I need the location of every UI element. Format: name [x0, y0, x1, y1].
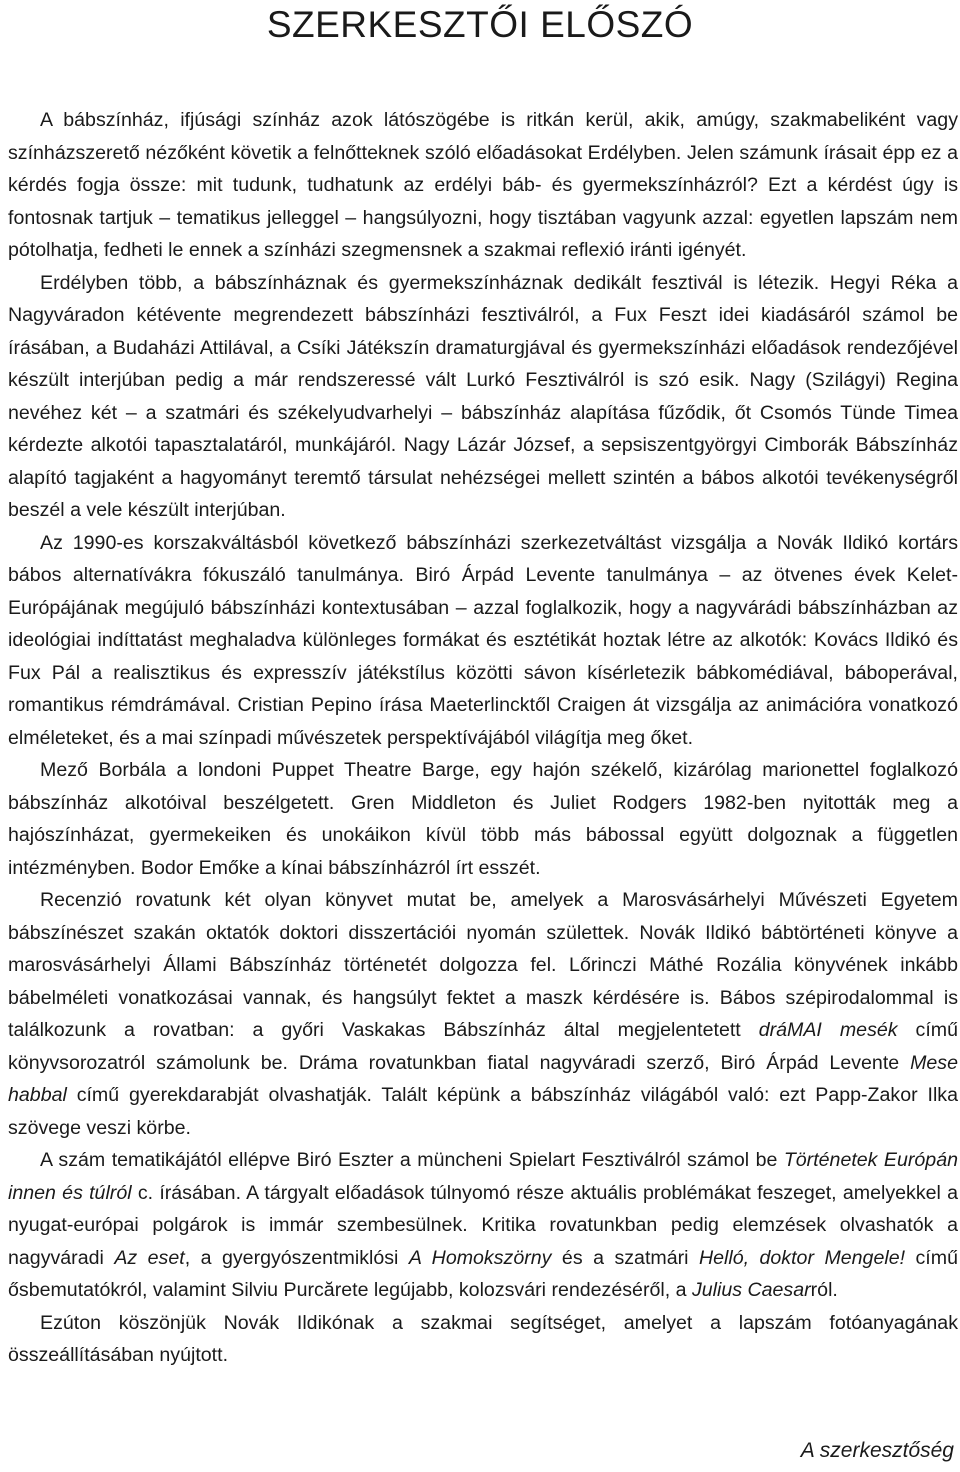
paragraph-text: című ősbemutatókról, valamint Silviu Purcărete legújabb, kolozsvári rendezéséről, a — [8, 1246, 958, 1301]
paragraph-text: Erdélyben több, a bábszínháznak és gyermekszínháznak dedikált fesztivál is létezik. Hegyi Réka a Nagyváradon kétévente megrendezett bábszínházi fesztiválról, a Fux Feszt idei kiadásáról számol be írásában, a Budaházi Attilával, a Csíki Játékszín dramaturgjával és gyermekszínházi előadások rendezőjével készült interjúban pedig a már rendszeressé vált Lurkó Fesztiválról is szó esik. Nagy (Szilágyi) Regina nevéhez két – a szatmári és székelyudvarhelyi – bábszínház alapítása fűződik, őt Csomós Tünde Timea kérdezte alkotói tapasztalatáról, munkájáról. Nagy Lázár József, a sepsiszentgyörgyi Cimborák Bábszínház alapító tagjaként a hagyományt teremtő társulat nehézségei mellett szintén a bábos alkotói tevékenységről beszél a vele készült interjúban. — [8, 271, 958, 521]
paragraph — [8, 884, 958, 1144]
italic-title: Történetek Európán innen és túlról — [8, 1149, 958, 1204]
paragraph-text: című könyvsorozatról számolunk be. Dráma rovatunkban fiatal nagyváradi szerző, Biró Árpád Levente — [8, 1019, 959, 1074]
article-body — [8, 104, 958, 1372]
page-title: SZERKESZTŐI ELŐSZÓ — [266, 4, 694, 45]
paragraph-text: Mező Borbála a londoni Puppet Theatre Barge, egy hajón székelő, kizárólag marionettel foglalkozó bábszínház alkotóival beszélgetett. Gren Middleton és Juliet Rodgers 1982-ben nyitották meg a hajószínházat, gyermekeiken és unokáikon kívül több más bábossal együtt dolgoznak a független intézményben. Bodor Emőke a kínai bábszínházról írt esszét. — [8, 759, 958, 879]
italic-title: A Homokszörny — [408, 1246, 552, 1269]
paragraph — [8, 1144, 958, 1307]
paragraph-text: A bábszínház, ifjúsági színház azok látószögébe is ritkán kerül, akik, amúgy, szakmabeliként vagy színházszerető nézőként követik a felnőtteknek szóló előadásokat Erdélyben. Jelen számunk írásait épp ez a kérdés fogja össze: mit tudunk, tudhatunk az erdélyi báb- és gyermekszínházról? Ezt a kérdést úgy is fontosnak tartjuk – tematikus jelleggel – hangsúlyozni, hogy tisztában vagyunk azzal: egyetlen lapszám nem pótolhatja, fedheti le ennek a színházi szegmensnek a szakmai reflexió iránti igényét. — [8, 109, 958, 261]
paragraph-text: című gyerekdarabját olvashatják. Talált képünk a bábszínház világából való: ezt Papp-Zakor Ilka szövege veszi körbe. — [8, 1084, 958, 1139]
paragraph-text: , a gyergyószentmiklósi — [184, 1246, 409, 1269]
paragraph-text: A szám tematikájától ellépve Biró Eszter a müncheni Spielart Fesztiválról számol be — [40, 1149, 784, 1171]
italic-title: Helló, doktor Mengele! — [698, 1246, 906, 1269]
italic-title: dráMAI mesék — [758, 1019, 898, 1041]
paragraph-text: ról. — [810, 1279, 838, 1301]
italic-title: Mese habbal — [8, 1051, 958, 1106]
paragraph-text: Recenzió rovatunk két olyan könyvet mutat be, amelyek a Marosvásárhelyi Művészeti Egyetem bábszínészet szakán oktatók doktori disszertációi nyomán születtek. Novák Ildikó bábtörténeti könyve a marosvásárhelyi Állami Bábszínház történetét dolgozza fel. Lőrinczi Máthé Rozália könyvének inkább bábelméleti vonatkozásai vannak, és hangsúlyt fektet a maszk kérdésére is. Bábos szépirodalommal is találkozunk a rovatban: a győri Vaskakas Bábszínház által megjelentetett — [8, 889, 958, 1041]
paragraph — [8, 267, 958, 527]
paragraph — [8, 104, 958, 267]
paragraph-text: c. írásában. A tárgyalt előadások túlnyomó része aktuális problémákat feszeget, amelyekkel a nyugat-európai polgárok is immár szembesülnek. Kritika rovatunkban pedig elemzések olvashatók a nagyváradi — [8, 1181, 958, 1269]
italic-title: Az eset — [114, 1246, 185, 1269]
italic-title: Julius Caesar — [691, 1279, 811, 1301]
paragraph-text: Az 1990-es korszakváltásból következő bábszínházi szerkezetváltást vizsgálja a Novák Ildikó kortárs bábos alternatívákra fókuszáló tanulmánya. Biró Árpád Levente tanulmánya – az ötvenes évek Kelet-Európájának megújuló bábszínházi kontextusában – azzal foglalkozik, hogy a nagyvárádi bábszínházban az ideológiai indíttatást meghaladva különleges formákat és esztétikát hoztak létre az alkotók: Kovács Ildikó és Fux Pál a realisztikus és expresszív játékstílus közötti sávon kísérletezik bábkomédiával, báboperával, romantikus rémdrámával. Cristian Pepino írása Maeterlincktől Craigen át vizsgálja az animációra vonatkozó elméleteket, és a mai színpadi művészetek perspektívájából világítja meg őket. — [8, 531, 958, 749]
signature: A szerkesztőség — [800, 1439, 954, 1462]
paragraph-text: Ezúton köszönjük Novák Ildikónak a szakmai segítséget, amelyet a lapszám fotóanyagának összeállításában nyújtott. — [8, 1311, 958, 1366]
paragraph-text: és a szatmári — [551, 1246, 699, 1269]
paragraph — [8, 754, 958, 884]
paragraph — [8, 1307, 958, 1372]
paragraph — [8, 527, 958, 755]
